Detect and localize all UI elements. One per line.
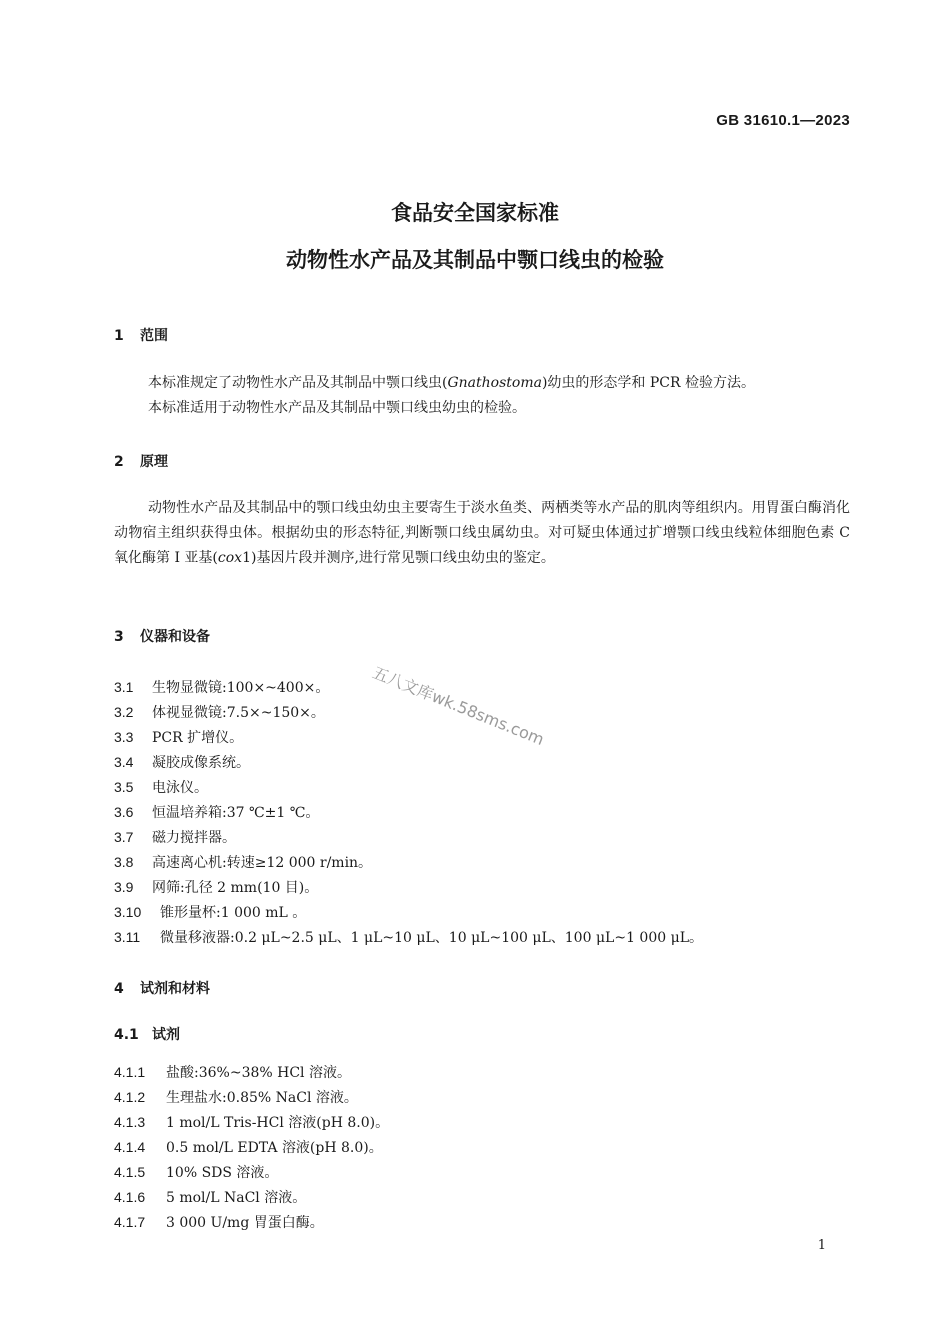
list-item: 3.9 网筛:孔径 2 mm(10 目)。 (114, 879, 319, 896)
section-title: 试剂 (152, 1027, 180, 1043)
section-2-paragraph: 动物性水产品及其制品中的颚口线虫幼虫主要寄生于淡水鱼类、两栖类等水产品的肌肉等组织内。用胃蛋白酶消化动物宿主组织获得虫体。根据幼虫的形态特征,判断颚口线虫属幼虫。对可疑虫体通过扩增颚口线虫线粒体细胞色素 C 氧化酶第 I 亚基(cox1)基因片段并测序,进行常见颚口线虫幼虫的鉴定。 (114, 500, 850, 566)
list-item: 4.1.7 3 000 U/mg 胃蛋白酶。 (114, 1214, 324, 1231)
list-item: 3.10 锥形量杯:1 000 mL 。 (114, 904, 307, 921)
list-item: 3.7 磁力搅拌器。 (114, 829, 236, 846)
section-number: 3 (114, 629, 124, 645)
document-title-line2: 动物性水产品及其制品中颚口线虫的检验 (286, 248, 664, 272)
list-item: 3.8 高速离心机:转速≥12 000 r/min。 (114, 854, 373, 871)
subsection-4-1-heading (114, 1024, 180, 1044)
section-number: 4 (114, 981, 124, 997)
gene-name: cox (217, 550, 243, 566)
document-title-line1: 食品安全国家标准 (391, 201, 559, 225)
section-title: 试剂和材料 (140, 981, 210, 997)
section-title: 原理 (140, 454, 168, 470)
section-title: 仪器和设备 (140, 629, 210, 645)
section-number: 1 (114, 328, 124, 344)
list-item: 4.1.4 0.5 mol/L EDTA 溶液(pH 8.0)。 (114, 1139, 383, 1156)
list-item: 4.1.6 5 mol/L NaCl 溶液。 (114, 1189, 307, 1206)
section-number: 4.1 (114, 1027, 139, 1043)
section-3-heading (114, 626, 210, 646)
list-item: 4.1.1 盐酸:36%~38% HCl 溶液。 (114, 1064, 351, 1081)
standard-number: GB 31610.1—2023 (716, 112, 850, 129)
section-number: 2 (114, 454, 124, 470)
section-title: 范围 (140, 328, 168, 344)
list-item: 4.1.5 10% SDS 溶液。 (114, 1164, 279, 1181)
list-item: 3.3 PCR 扩增仪。 (114, 729, 244, 746)
list-item: 3.1 生物显微镜:100×~400×。 (114, 679, 330, 696)
list-item: 3.2 体视显微镜:7.5×~150×。 (114, 704, 325, 721)
list-item: 3.11 微量移液器:0.2 μL~2.5 μL、1 μL~10 μL、10 μL~100 μL、100 μL~1 000 μL。 (114, 929, 703, 946)
page-number: 1 (817, 1238, 826, 1253)
section-1-heading (114, 325, 168, 345)
list-item: 3.5 电泳仪。 (114, 779, 208, 796)
list-item: 4.1.2 生理盐水:0.85% NaCl 溶液。 (114, 1089, 358, 1106)
section-1-paragraph-1: 本标准规定了动物性水产品及其制品中颚口线虫(Gnathostoma)幼虫的形态学和 PCR 检验方法。 (148, 375, 755, 391)
list-item: 3.6 恒温培养箱:37 ℃±1 ℃。 (114, 804, 320, 821)
section-2-heading (114, 451, 168, 471)
watermark: 五八文库wk.58sms.com (369, 662, 547, 750)
genus-name: Gnathostoma (447, 375, 542, 391)
list-item: 3.4 凝胶成像系统。 (114, 754, 250, 771)
section-4-heading (114, 978, 210, 998)
section-1-paragraph-2: 本标准适用于动物性水产品及其制品中颚口线虫幼虫的检验。 (148, 400, 526, 416)
list-item: 4.1.3 1 mol/L Tris-HCl 溶液(pH 8.0)。 (114, 1114, 390, 1131)
